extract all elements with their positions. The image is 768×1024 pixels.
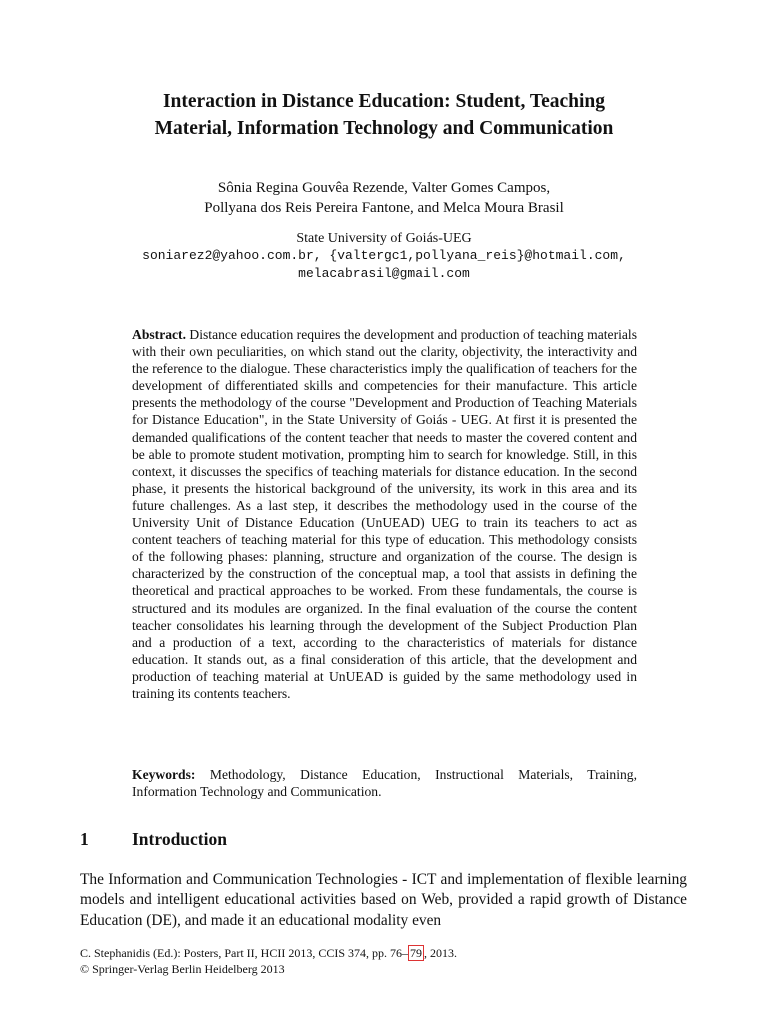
keywords-label: Keywords: xyxy=(132,767,196,782)
author-emails xyxy=(20,247,748,283)
affiliation: State University of Goiás-UEG xyxy=(296,231,472,246)
emails-line-2: melacabrasil@gmail.com xyxy=(298,266,470,281)
abstract-label: Abstract. xyxy=(132,327,186,342)
citation-line xyxy=(80,945,700,961)
page-link[interactable]: 79 xyxy=(410,946,422,960)
citation-suffix: , 2013. xyxy=(424,946,457,960)
abstract xyxy=(132,326,637,702)
section-number: 1 xyxy=(80,829,89,849)
intro-paragraph: The Information and Communication Technologies - ICT and implementation of flexible learning models and intelligent educational activities based on Web, provided a rapid growth of Distance Education (DE), and made it an educational modality even xyxy=(80,871,687,929)
section-heading xyxy=(80,829,227,850)
paper-title xyxy=(40,88,728,142)
emails-line-1: soniarez2@yahoo.com.br, {valtergc1,pollyana_reis}@hotmail.com, xyxy=(142,248,626,263)
keywords xyxy=(132,766,637,800)
author-list xyxy=(40,178,728,218)
authors-line-1: Sônia Regina Gouvêa Rezende, Valter Gomes Campos, xyxy=(217,180,551,196)
title-line-1: Interaction in Distance Education: Student, Teaching xyxy=(162,91,606,112)
title-line-2: Material, Information Technology and Communication xyxy=(154,118,614,139)
abstract-text: Distance education requires the development and production of teaching materials with their own peculiarities, on which stand out the clarity, objectivity, the interactivity and the reference to the dialogue. These characteristics imply the qualification of teachers for the development of differentiated skills and competencies for their manufacture. This article presents the methodology of the course "Development and Production of Teaching Materials for Distance Education", in the State University of Goiás - UEG. At first it is presented the demanded qualifications of the content teacher that needs to master the covered content and be able to promote student motivation, prompting him to search for knowledge. Still, in this context, it discusses the specifics of teaching materials for distance education. In the second phase, it presents the historical background of the university, its work in this area and its future challenges. As a last step, it describes the methodology used in the course of the University Unit of Distance Education (UnUEAD) UEG to train its teachers to act as content teachers of teaching material for this type of education. This methodology consists of the following phases: planning, structure and organization of the course. The design is characterized by the construction of the conceptual map, a tool that assists in defining the theoretical and practical approaches to be worked. From these fundamentals, the course is structured and its modules are organized. In the final evaluation of the course the content teacher consolidates his learning through the development of the Subject Production Plan and a production of a text, according to the characteristics of materials for distance education. It stands out, as a final consideration of this article, that the development and production of teaching material at UnUEAD is guided by the same methodology used in training its contents teachers. xyxy=(132,327,637,701)
section-title: Introduction xyxy=(132,829,227,849)
page-footer xyxy=(80,945,700,977)
citation-prefix: C. Stephanidis (Ed.): Posters, Part II, HCII 2013, CCIS 374, pp. 76– xyxy=(80,946,408,960)
authors-line-2: Pollyana dos Reis Pereira Fantone, and Melca Moura Brasil xyxy=(204,200,564,216)
copyright-line: © Springer-Verlag Berlin Heidelberg 2013 xyxy=(80,962,285,976)
keywords-text: Methodology, Distance Education, Instructional Materials, Training, Information Technology and Communication. xyxy=(132,767,637,800)
